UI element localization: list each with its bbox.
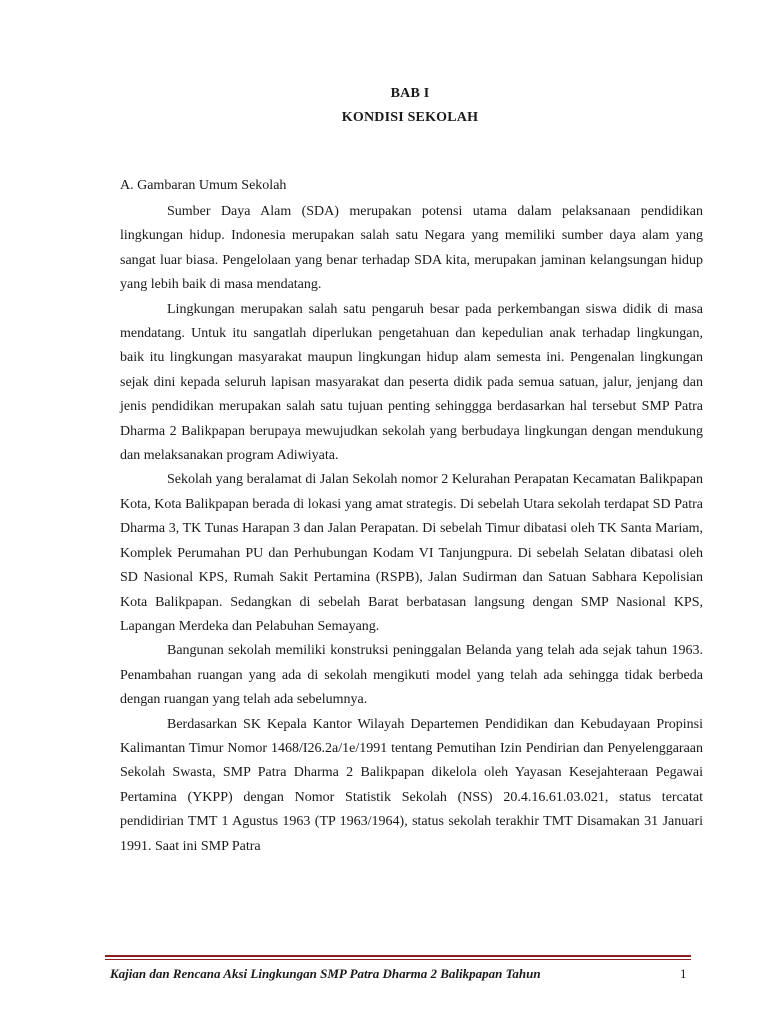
paragraph: Bangunan sekolah memiliki konstruksi peninggalan Belanda yang telah ada sejak tahun 1963. Penambahan ruangan yang ada di sekolah mengikuti model yang telah ada sehingga tidak berbeda dengan ruangan yang telah ada sebelumnya.	[120, 643, 703, 708]
body-text	[120, 200, 703, 859]
paragraph: Sekolah yang beralamat di Jalan Sekolah nomor 2 Kelurahan Perapatan Kecamatan Balikpapan Kota, Kota Balikpapan berada di lokasi yang amat strategis. Di sebelah Utara sekolah terdapat SD Patra Dharma 3, TK Tunas Harapan 3 dan Jalan Perapatan. Di sebelah Timur dibatasi oleh TK Santa Mariam, Komplek Perumahan PU dan Perhubungan Kodam VI Tanjungpura. Di sebelah Selatan dibatasi oleh SD Nasional KPS, Rumah Sakit Pertamina (RSPB), Jalan Sudirman dan Satuan Sabhara Kepolisian Kota Balikpapan. Sedangkan di sebelah Barat berbatasan langsung dengan SMP Nasional KPS, Lapangan Merdeka dan Pelabuhan Semayang.	[120, 472, 703, 634]
footer-text: Kajian dan Rencana Aksi Lingkungan SMP Patra Dharma 2 Balikpapan Tahun	[110, 966, 541, 981]
paragraph: Berdasarkan SK Kepala Kantor Wilayah Departemen Pendidikan dan Kebudayaan Propinsi Kalimantan Timur Nomor 1468/I26.2a/1e/1991 tentang Pemutihan Izin Pendirian dan Penyelenggaraan Sekolah Swasta, SMP Patra Dharma 2 Balikpapan dikelola oleh Yayasan Kesejahteraan Pegawai Pertamina (YKPP) dengan Nomor Statistik Sekolah (NSS) 20.4.16.61.03.021, status tercatat pendidirian TMT 1 Agustus 1963 (TP 1963/1964), status sekolah terakhir TMT Disamakan 31 Januari 1991. Saat ini SMP Patra	[120, 716, 703, 854]
footer-divider-thin	[105, 959, 691, 960]
page-number: 1	[680, 966, 687, 981]
section-title: A. Gambaran Umum Sekolah	[120, 178, 287, 193]
footer-divider-thick	[105, 955, 691, 957]
paragraph: Lingkungan merupakan salah satu pengaruh besar pada perkembangan siswa didik di masa mendatang. Untuk itu sangatlah diperlukan pengetahuan dan kepedulian anak terhadap lingkungan, baik itu lingkungan masyarakat maupun lingkungan hidup alam semesta ini. Pengenalan lingkungan sejak dini kepada seluruh lapisan masyarakat dan peserta didik pada semua satuan, jalur, jenjang dan jenis pendidikan merupakan salah satu tujuan penting sehinggga berdasarkan hal tersebut SMP Patra Dharma 2 Balikpapan berupaya mewujudkan sekolah yang berbudaya lingkungan dengan mendukung dan melaksanakan program Adiwiyata.	[120, 301, 703, 464]
paragraph: Sumber Daya Alam (SDA) merupakan potensi utama dalam pelaksanaan pendidikan lingkungan hidup. Indonesia merupakan salah satu Negara yang memiliki sumber daya alam yang sangat luar biasa. Pengelolaan yang benar terhadap SDA kita, merupakan jaminan kelangsungan hidup yang lebih baik di masa mendatang.	[120, 204, 703, 293]
chapter-title: KONDISI SEKOLAH	[341, 110, 479, 125]
chapter-heading: BAB I	[390, 86, 430, 101]
